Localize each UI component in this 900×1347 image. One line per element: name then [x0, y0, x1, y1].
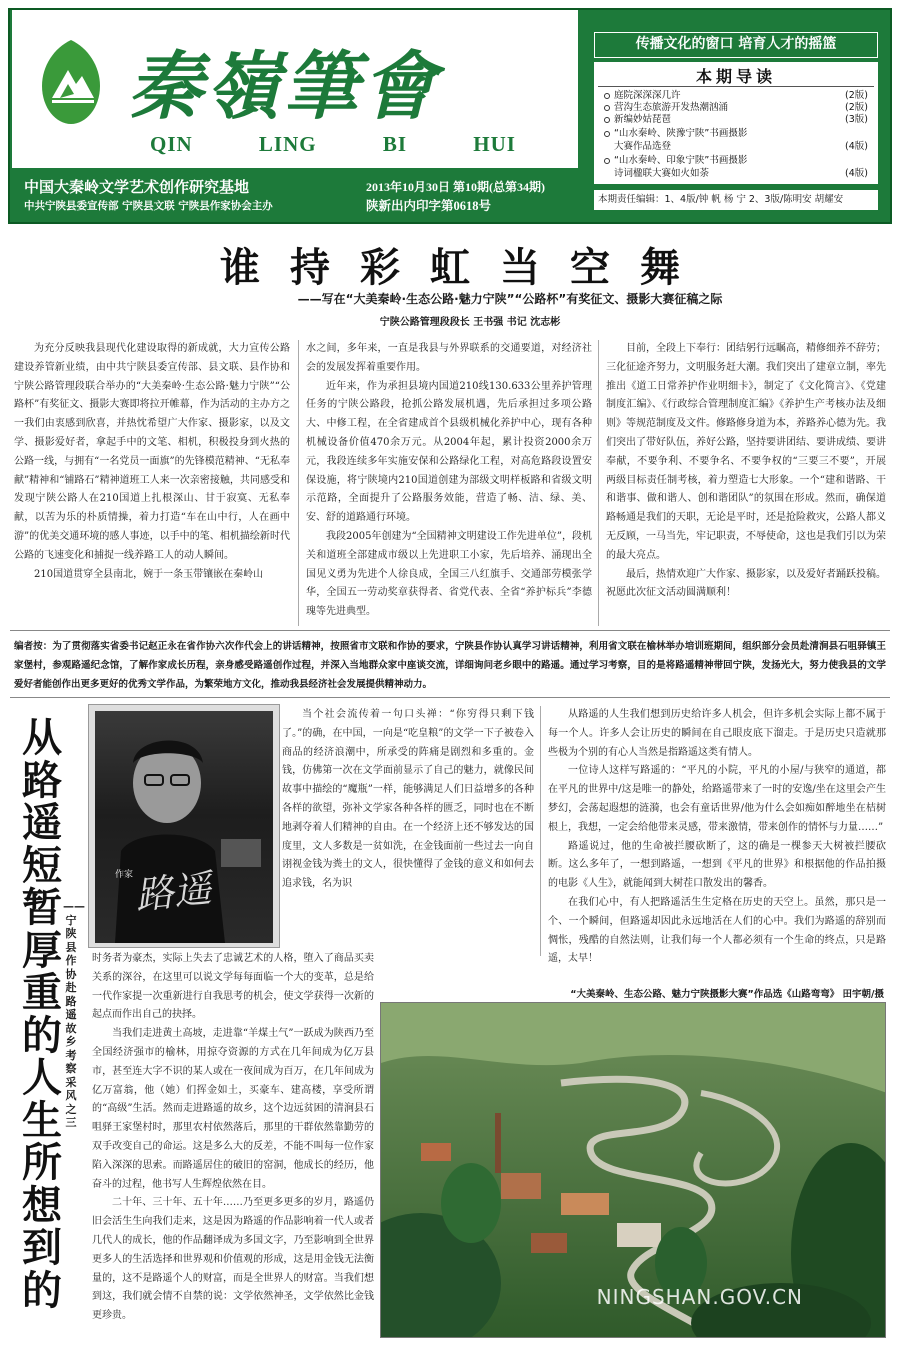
- author-portrait: [88, 704, 280, 948]
- guide-item-cont[interactable]: 大赛作品选登 (4版): [614, 141, 868, 152]
- responsible-editors: 本期责任编辑：1、4版/钟 帆 杨 宁 2、3版/陈明安 胡耀安: [594, 190, 878, 210]
- base-name: 中国大秦岭文学艺术创作研究基地: [24, 178, 250, 196]
- editor-note-text: 为了贯彻落实省委书记赵正永在省作协六次作代会上的讲话精神，按照省市文联和作协的要求，宁陕县作协认真学习讲话精神，利用省文联在榆林举办培训班期间，组织部分会员赴清涧县石咀驿镇王家堡村，参观路遥纪念馆，了解作家成长历程，亲身感受路遥创作过程，并深入当地群众家中座谈交流，详细询问老乡眼中的路遥。通过学习考察，目的是将路遥精神带回宁陕，发扬光大，努力使我县的文学爱好者能创作出更多更好的优秀文学作品，为繁荣地方文化，推动我县经济社会发展提供精神动力。: [14, 641, 886, 690]
- portrait-photo: [95, 711, 273, 943]
- column-divider: [598, 340, 599, 626]
- paragraph: 二十年、三十年、五十年……乃至更多更多的岁月，路遥仍旧会活生生向我们走来，这是因为路遥的作品影响着一代人或者几代人的成长，他的作品翻译成为多国文字，乃至影响到全世界更多人的生活选择和世界观和价值观的形成，这是用金钱无法衡量的，这不是路遥个人的财富，而是全世界人的财富。当我们想到这，我们就会情不自禁的说：文学依然神圣，文学依然比金钱更珍贵。: [92, 1197, 374, 1322]
- paragraph: 从路遥的人生我们想到历史给许多人机会，但许多机会实际上都不属于每一个人。许多人会让历史的瞬间在自己眼皮底下溜走。于是历史只造就那些极为个别的有心人当然是指路遥这类有情人。: [548, 709, 886, 758]
- guide-item[interactable]: 营沟生态旅游开发热潮汹涌 (2版): [604, 102, 872, 114]
- article2-column-a: [282, 706, 534, 894]
- portrait-caption: 作家: [115, 870, 134, 880]
- article2-title: 从路遥短暂厚重的人生所想到的: [22, 715, 62, 1314]
- guide-item[interactable]: “山水秦岭、印象宁陕”书画摄影: [604, 155, 872, 167]
- date-issue: 2013年10月30日 第10期(总第34期): [366, 180, 545, 194]
- bullet-icon: [604, 105, 610, 111]
- bullet-icon: [604, 93, 610, 99]
- guide-item[interactable]: “山水秦岭、陕豫宁陕”书画摄影: [604, 128, 872, 140]
- section-divider: [10, 697, 890, 698]
- section-divider: [10, 630, 890, 631]
- paragraph: 我段2005年创建为“全国精神文明建设工作先进单位”，段机关和道班全部建成市级以上先进职工小家，先后培养、涌现出全国见义勇为先进个人徐良成，全国三八红旗手、交通部劳模张学华，全国五一劳动奖章获得者、省党代表、全省“养护标兵”李德瑰等先进典型。: [306, 530, 592, 618]
- mountain-logo-icon: [38, 38, 104, 126]
- paragraph: 一位诗人这样写路遥的：“平凡的小院，平凡的小屋/与狭窄的通道，都在平凡的世界中/这是唯一的静处，给路遥带来了一时的安逸/坐在这里会产生梦幻，会荡起遐想的涟漪，也会有童话世界/他为什么会如痴如醉地坐在桔树根上，我想，一定会给他带来灵感，带来激情，带来创作的情怀与力量……”: [548, 765, 886, 833]
- slogan: 传播文化的窗口 培育人才的摇篮: [594, 32, 878, 58]
- paragraph: 当我们走进黄土高坡，走进靠“羊煤土气”一跃成为陕西乃至全国经济强市的榆林，用掠夺资源的方式在几年间成为亿万县市，甚至连大字不识的某人或在一夜间成为百万，在几年间成为亿万富翁，他（她）们挥金如土，买豪车、建高楼，享受所谓的“高级”生活。然而走进路遥的故乡，这个边远贫困的清涧县石咀驿王家堡村时，那里农村依然落后，那里的干群依然靠勤劳的双手改变自己的命运。这是多么大的反差，不能不叫每一位作家陷入深深的思索。而路遥居住的破旧的窑洞，他成长的经历，他奋斗的过程，他书写人生辉煌依然在目。: [92, 1028, 374, 1190]
- article1-column-3: [606, 340, 886, 603]
- article2-subtitle: ——宁陕县作协赴路遥故乡考察采风之三: [63, 900, 85, 1129]
- paragraph: 210国道贯穿全县南北，婉于一条玉带镶嵌在秦岭山: [34, 568, 264, 580]
- paragraph: 目前，全段上下奉行：团结躬行远瞩高，精修细养不辞劳；三化征途齐努力，文明服务赶大潮。我们突出了建章立制，率先推出《道工日常养护作业明细卡》，制定了《文化简言》、《党建制度汇编》、《行政综合管理制度汇编》《养护生产考核办法及细则》等规范制度及文件。修路修身道为本，养路养心德为先。我们突出了带好队伍，养好公路，坚持要讲团结、要讲成绩、要讲奉献，不要争利、不要争名、不要争权的“三要三不要”，开展两级目标责任制考核，着力塑造七大形象。一个“建和谐路、干和谐事、做和谐人、创和谐团队”的氛围在形成。然而，确保道路畅通是我们的天职，无论是平时，还是抢险救灾，公路人都义无反顾，一马当先，牢记职责，不辱使命，这也是我们引以为荣的最大亮点。: [606, 343, 886, 561]
- author-signature: 路遥: [133, 866, 214, 918]
- guide-item[interactable]: 新编妙姑琵琶 (3版): [604, 114, 872, 126]
- newspaper-title: 秦嶺筆會: [128, 44, 440, 130]
- mountain-road-photo: [380, 1002, 886, 1338]
- bullet-icon: [604, 117, 610, 123]
- bullet-icon: [604, 131, 610, 137]
- column-divider: [298, 340, 299, 626]
- editor-note: [14, 637, 886, 694]
- article2-column-c: [548, 706, 886, 969]
- paragraph: 在我们心中，有人把路遥活生生定格在历史的天空上。虽然，那只是一个、一个瞬间，但路遥却因此永远地活在人们的心中。我们为路遥的辞别而惆怅，残酷的自然法则，让我们每一个人都必须有一个生命的终点，只是路遥，太早！: [548, 896, 886, 965]
- hosts-line: 中共宁陕县委宣传部 宁陕县文联 宁陕县作家协会主办: [24, 200, 273, 212]
- print-permit: 陕新出内印字第0618号: [366, 199, 492, 213]
- bullet-icon: [604, 158, 610, 164]
- paragraph: 最后，热情欢迎广大作家、摄影家，以及爱好者踊跃投稿。祝愿此次征文活动圆满顺利！: [606, 568, 886, 599]
- newspaper-title-pinyin: QIN LING BI HUI: [150, 132, 516, 156]
- photo-watermark: NINGSHAN.GOV.CN: [596, 1285, 803, 1309]
- article1-column-2: [306, 340, 592, 622]
- paragraph: 路遥说过，他的生命被拦腰砍断了，这的确是一棵参天大树被拦腰砍断。这么多年了，一想到路遥，一想到《平凡的世界》和根据他的作品拍摄的电影《人生》，就能闻到大树茬口散发出的馨香。: [548, 840, 886, 890]
- editor-note-label: 编者按：: [14, 641, 53, 652]
- paragraph: 当个社会流传着一句口头禅：“你穷得只剩下钱了。”的确，在中国，一向是“吃皇粮”的文学一下子被卷入商品的经济浪潮中，所承受的阵痛是剧烈和多重的。金钱，仿佛第一次在文学面前显示了自己的魅力，就像民间故事中描绘的“魔瓶”一样，能够满足人们日益增多的各种各样的欲望，弥补文学家各种各样的匮乏，同时也在不断地剥夺着人们精神的自由。在一个经济上还不够发达的国度里，文人多数是一贫如洗，在金钱面前一些过去一向自诩视金钱为粪土的文人，很快懂得了金钱的意义和如何去追求钱，名为识: [282, 709, 534, 890]
- subheadline: ——写在“大美秦岭·生态公路·魅力宁陕”“公路杯”有奖征文、摄影大赛征稿之际: [297, 292, 723, 306]
- article1-column-1: [14, 340, 290, 584]
- paragraph: 为充分反映我县现代化建设取得的新成就，大力宣传公路建设养管新业绩，由中共宁陕县委宣传部、县文联、县作协和宁陕公路管理段联合举办的“大美秦岭·生态公路·魅力宁陕”“公路杯”有奖征文、摄影大赛即将拉开帷幕，作为活动的主办方之一我们由衷感到欣喜，并热忱希望广大作家、摄影家，以及文学、摄影爱好者，拿起手中的文笔、相机，积极投身到火热的公路一线，与拥有“一名党员一面旗”的先锋模范精神、“无私奉献”精神和“铺路石”精神道班工人来一次亲密接触，共同感受和发现宁陕公路人在210国道上扎根深山、甘于寂寞、无私奉献，以苦为乐的朴质情操，着力打造“车在山中行，人在画中游”的优美交通环境的感人事迹，以手中的笔、相机描绘新时代公路的飞速变化和捕捉一线养路工人的动人瞬间。: [14, 343, 290, 561]
- article2-column-b: [92, 950, 374, 1326]
- guide-title: 本期导读: [695, 67, 776, 86]
- issue-guide: [594, 62, 878, 184]
- guide-item[interactable]: 庭院深深深几许 (2版): [604, 90, 872, 102]
- photo-caption: “大美秦岭、生态公路、魅力宁陕摄影大赛”作品选《山路弯弯》 田宇朝/摄: [570, 989, 884, 1000]
- headline: 谁持彩虹当空舞: [220, 245, 710, 291]
- guide-divider: [598, 86, 874, 87]
- paragraph: 时务者为豪杰，实际上失去了忠诚艺术的人格，堕入了商品买卖关系的深谷，在这里可以说文学每每面临一个大的变革，总是给一代作家提一次重新进行自我思考的机会，使文学获得一次新的起点而作出自己的抉择。: [92, 953, 374, 1021]
- paragraph: 水之间，多年来，一直是我县与外界联系的交通要道，对经济社会的发展发挥着重要作用。: [306, 343, 592, 373]
- column-divider: [540, 706, 541, 956]
- guide-item-cont[interactable]: 诗词楹联大赛如火如荼 (4版): [614, 168, 868, 179]
- paragraph: 近年来，作为承担县境内国道210线130.633公里养护管理任务的宁陕公路段，抢抓公路发展机遇，先后承担过多项公路大、中修工程，在全省建成首个县级机械化养护中心，现有各种机械设备价值470余万元。从2004年起，累计投资2000余万元，我段连续多年实施安保和公路绿化工程，对高危路段设置安保设施，将宁陕境内210国道创建为部级文明样板路和省级文明示范路，全面提升了公路服务效能，营造了畅、洁、绿、美、安、舒的道路通行环境。: [306, 380, 592, 524]
- byline: 宁陕公路管理段段长 王书强 书记 沈志彬: [379, 317, 561, 328]
